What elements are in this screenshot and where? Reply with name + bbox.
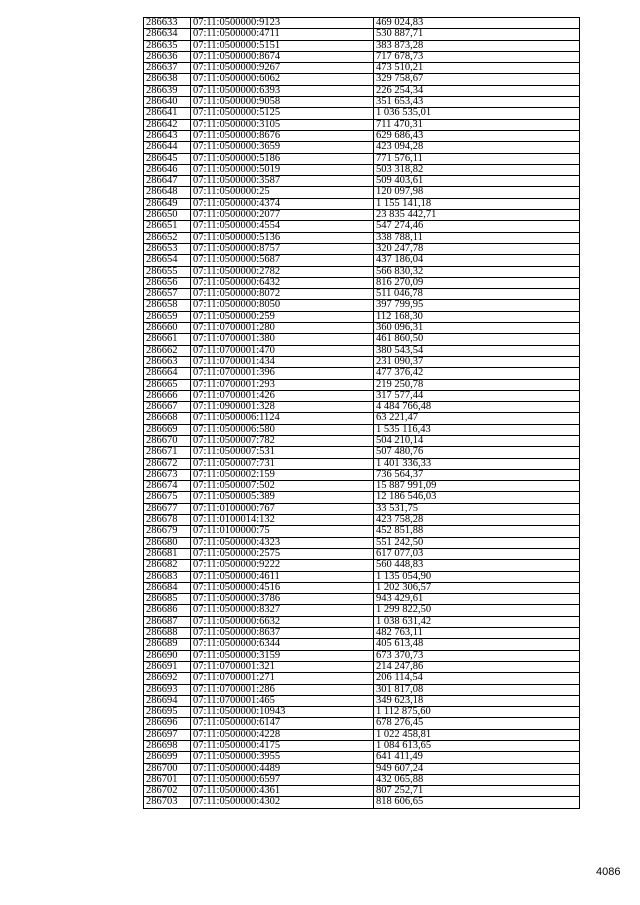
table-row xyxy=(144,661,580,672)
row-number-cell: 286657 xyxy=(144,289,191,300)
table-row xyxy=(144,707,580,718)
table-row xyxy=(144,741,580,752)
cadastral-number-cell: 07:11:0500000:2575 xyxy=(191,548,374,559)
cadastral-value-cell: 477 376,42 xyxy=(374,368,580,379)
row-number-cell: 286642 xyxy=(144,119,191,130)
cadastral-value-cell: 231 090,37 xyxy=(374,356,580,367)
table-row xyxy=(144,402,580,413)
row-number-cell: 286674 xyxy=(144,481,191,492)
cadastral-value-table xyxy=(143,17,580,809)
cadastral-value-cell: 380 543,54 xyxy=(374,345,580,356)
table-row xyxy=(144,323,580,334)
table-row xyxy=(144,492,580,503)
cadastral-number-cell: 07:11:0500000:8637 xyxy=(191,628,374,639)
table-row xyxy=(144,311,580,322)
table-row xyxy=(144,447,580,458)
table-row xyxy=(144,153,580,164)
cadastral-number-cell: 07:11:0500000:5151 xyxy=(191,40,374,51)
row-number-cell: 286682 xyxy=(144,560,191,571)
row-number-cell: 286678 xyxy=(144,515,191,526)
cadastral-number-cell: 07:11:0500000:259 xyxy=(191,311,374,322)
table-row xyxy=(144,198,580,209)
cadastral-number-cell: 07:11:0500000:5136 xyxy=(191,232,374,243)
cadastral-number-cell: 07:11:0500000:5019 xyxy=(191,164,374,175)
row-number-cell: 286641 xyxy=(144,108,191,119)
cadastral-value-cell: 641 411,49 xyxy=(374,752,580,763)
cadastral-number-cell: 07:11:0500006:1124 xyxy=(191,413,374,424)
table-row xyxy=(144,130,580,141)
row-number-cell: 286648 xyxy=(144,187,191,198)
cadastral-value-cell: 717 678,73 xyxy=(374,51,580,62)
row-number-cell: 286651 xyxy=(144,221,191,232)
row-number-cell: 286673 xyxy=(144,469,191,480)
table-row xyxy=(144,650,580,661)
cadastral-number-cell: 07:11:0700001:470 xyxy=(191,345,374,356)
cadastral-value-cell: 629 686,43 xyxy=(374,130,580,141)
table-row xyxy=(144,786,580,797)
cadastral-value-cell: 12 186 546,03 xyxy=(374,492,580,503)
row-number-cell: 286680 xyxy=(144,537,191,548)
cadastral-value-cell: 949 607,24 xyxy=(374,763,580,774)
cadastral-number-cell: 07:11:0500000:9058 xyxy=(191,97,374,108)
table-row xyxy=(144,289,580,300)
row-number-cell: 286683 xyxy=(144,571,191,582)
row-number-cell: 286649 xyxy=(144,198,191,209)
cadastral-value-cell: 547 274,46 xyxy=(374,221,580,232)
table-row xyxy=(144,424,580,435)
cadastral-value-cell: 1 112 875,60 xyxy=(374,707,580,718)
row-number-cell: 286687 xyxy=(144,616,191,627)
cadastral-value-cell: 206 114,54 xyxy=(374,673,580,684)
cadastral-value-cell: 473 510,21 xyxy=(374,63,580,74)
cadastral-number-cell: 07:11:0500000:4611 xyxy=(191,571,374,582)
table-row xyxy=(144,560,580,571)
row-number-cell: 286664 xyxy=(144,368,191,379)
row-number-cell: 286637 xyxy=(144,63,191,74)
row-number-cell: 286653 xyxy=(144,243,191,254)
cadastral-value-cell: 1 535 116,43 xyxy=(374,424,580,435)
cadastral-value-cell: 673 370,73 xyxy=(374,650,580,661)
cadastral-value-cell: 509 403,61 xyxy=(374,176,580,187)
cadastral-number-cell: 07:11:0700001:271 xyxy=(191,673,374,684)
table-row xyxy=(144,548,580,559)
table-row xyxy=(144,63,580,74)
row-number-cell: 286692 xyxy=(144,673,191,684)
cadastral-value-cell: 112 168,30 xyxy=(374,311,580,322)
cadastral-number-cell: 07:11:0500000:25 xyxy=(191,187,374,198)
row-number-cell: 286675 xyxy=(144,492,191,503)
row-number-cell: 286686 xyxy=(144,605,191,616)
row-number-cell: 286643 xyxy=(144,130,191,141)
cadastral-number-cell: 07:11:0500000:4323 xyxy=(191,537,374,548)
cadastral-value-cell: 1 155 141,18 xyxy=(374,198,580,209)
row-number-cell: 286684 xyxy=(144,582,191,593)
cadastral-number-cell: 07:11:0100000:767 xyxy=(191,503,374,514)
cadastral-number-cell: 07:11:0700001:286 xyxy=(191,684,374,695)
table-row xyxy=(144,277,580,288)
table-row xyxy=(144,526,580,537)
table-row xyxy=(144,673,580,684)
cadastral-number-cell: 07:11:0500000:8072 xyxy=(191,289,374,300)
cadastral-value-cell: 15 887 991,09 xyxy=(374,481,580,492)
cadastral-value-cell: 383 873,28 xyxy=(374,40,580,51)
cadastral-value-cell: 1 299 822,50 xyxy=(374,605,580,616)
cadastral-number-cell: 07:11:0500000:8674 xyxy=(191,51,374,62)
cadastral-number-cell: 07:11:0500000:3786 xyxy=(191,594,374,605)
row-number-cell: 286639 xyxy=(144,85,191,96)
table-body xyxy=(144,18,580,809)
cadastral-number-cell: 07:11:0700001:280 xyxy=(191,323,374,334)
cadastral-number-cell: 07:11:0500000:6632 xyxy=(191,616,374,627)
row-number-cell: 286663 xyxy=(144,356,191,367)
cadastral-value-cell: 452 851,88 xyxy=(374,526,580,537)
row-number-cell: 286672 xyxy=(144,458,191,469)
cadastral-number-cell: 07:11:0500007:531 xyxy=(191,447,374,458)
cadastral-number-cell: 07:11:0500000:4302 xyxy=(191,797,374,808)
row-number-cell: 286688 xyxy=(144,628,191,639)
row-number-cell: 286679 xyxy=(144,526,191,537)
cadastral-number-cell: 07:11:0500000:4489 xyxy=(191,763,374,774)
table-row xyxy=(144,74,580,85)
table-row xyxy=(144,108,580,119)
table-row xyxy=(144,390,580,401)
row-number-cell: 286702 xyxy=(144,786,191,797)
cadastral-value-cell: 818 606,65 xyxy=(374,797,580,808)
cadastral-number-cell: 07:11:0500000:8327 xyxy=(191,605,374,616)
table-row xyxy=(144,515,580,526)
cadastral-number-cell: 07:11:0500000:4711 xyxy=(191,29,374,40)
page-number: 4086 xyxy=(596,866,621,878)
row-number-cell: 286703 xyxy=(144,797,191,808)
table-row xyxy=(144,266,580,277)
cadastral-number-cell: 07:11:0500000:4175 xyxy=(191,741,374,752)
cadastral-number-cell: 07:11:0500000:6344 xyxy=(191,639,374,650)
cadastral-value-cell: 711 470,31 xyxy=(374,119,580,130)
cadastral-value-cell: 4 484 766,48 xyxy=(374,402,580,413)
cadastral-number-cell: 07:11:0500000:10943 xyxy=(191,707,374,718)
table-row xyxy=(144,255,580,266)
table-row xyxy=(144,582,580,593)
table-row xyxy=(144,85,580,96)
cadastral-value-cell: 678 276,45 xyxy=(374,718,580,729)
cadastral-number-cell: 07:11:0500006:580 xyxy=(191,424,374,435)
row-number-cell: 286661 xyxy=(144,334,191,345)
table-row xyxy=(144,469,580,480)
cadastral-number-cell: 07:11:0500000:9123 xyxy=(191,18,374,29)
table-row xyxy=(144,458,580,469)
table-row xyxy=(144,368,580,379)
cadastral-number-cell: 07:11:0500000:5687 xyxy=(191,255,374,266)
row-number-cell: 286645 xyxy=(144,153,191,164)
row-number-cell: 286685 xyxy=(144,594,191,605)
cadastral-value-cell: 214 247,86 xyxy=(374,661,580,672)
row-number-cell: 286695 xyxy=(144,707,191,718)
table-row xyxy=(144,18,580,29)
table-row xyxy=(144,481,580,492)
table-row xyxy=(144,752,580,763)
row-number-cell: 286693 xyxy=(144,684,191,695)
table-row xyxy=(144,142,580,153)
cadastral-value-cell: 511 046,78 xyxy=(374,289,580,300)
cadastral-number-cell: 07:11:0500000:6147 xyxy=(191,718,374,729)
row-number-cell: 286654 xyxy=(144,255,191,266)
table-row xyxy=(144,221,580,232)
cadastral-value-cell: 397 799,95 xyxy=(374,300,580,311)
row-number-cell: 286656 xyxy=(144,277,191,288)
cadastral-value-cell: 1 036 535,01 xyxy=(374,108,580,119)
cadastral-value-cell: 551 242,50 xyxy=(374,537,580,548)
cadastral-number-cell: 07:11:0500000:8050 xyxy=(191,300,374,311)
cadastral-number-cell: 07:11:0500007:502 xyxy=(191,481,374,492)
table-row xyxy=(144,119,580,130)
table-row xyxy=(144,176,580,187)
row-number-cell: 286700 xyxy=(144,763,191,774)
cadastral-number-cell: 07:11:0500007:782 xyxy=(191,435,374,446)
table-row xyxy=(144,503,580,514)
cadastral-value-cell: 507 480,76 xyxy=(374,447,580,458)
cadastral-value-cell: 461 860,50 xyxy=(374,334,580,345)
cadastral-number-cell: 07:11:0500000:9222 xyxy=(191,560,374,571)
cadastral-value-cell: 1 084 613,65 xyxy=(374,741,580,752)
cadastral-value-cell: 943 429,61 xyxy=(374,594,580,605)
cadastral-value-cell: 423 094,28 xyxy=(374,142,580,153)
cadastral-value-cell: 530 887,71 xyxy=(374,29,580,40)
row-number-cell: 286633 xyxy=(144,18,191,29)
table-row xyxy=(144,356,580,367)
table-row xyxy=(144,774,580,785)
cadastral-number-cell: 07:11:0500000:3587 xyxy=(191,176,374,187)
cadastral-value-cell: 349 623,18 xyxy=(374,695,580,706)
row-number-cell: 286667 xyxy=(144,402,191,413)
cadastral-value-cell: 1 202 306,57 xyxy=(374,582,580,593)
cadastral-value-cell: 437 186,04 xyxy=(374,255,580,266)
table-row xyxy=(144,763,580,774)
cadastral-value-cell: 1 038 631,42 xyxy=(374,616,580,627)
cadastral-value-cell: 807 252,71 xyxy=(374,786,580,797)
cadastral-value-cell: 360 096,31 xyxy=(374,323,580,334)
cadastral-number-cell: 07:11:0500000:4516 xyxy=(191,582,374,593)
row-number-cell: 286666 xyxy=(144,390,191,401)
table-row xyxy=(144,571,580,582)
cadastral-value-cell: 317 577,44 xyxy=(374,390,580,401)
table-row xyxy=(144,684,580,695)
table-row xyxy=(144,797,580,808)
table-row xyxy=(144,537,580,548)
cadastral-value-cell: 338 788,11 xyxy=(374,232,580,243)
cadastral-number-cell: 07:11:0500000:8676 xyxy=(191,130,374,141)
row-number-cell: 286670 xyxy=(144,435,191,446)
row-number-cell: 286671 xyxy=(144,447,191,458)
cadastral-number-cell: 07:11:0500000:8757 xyxy=(191,243,374,254)
row-number-cell: 286694 xyxy=(144,695,191,706)
table-row xyxy=(144,210,580,221)
table-row xyxy=(144,379,580,390)
cadastral-number-cell: 07:11:0500000:5125 xyxy=(191,108,374,119)
cadastral-number-cell: 07:11:0500000:3105 xyxy=(191,119,374,130)
cadastral-number-cell: 07:11:0500000:6393 xyxy=(191,85,374,96)
cadastral-number-cell: 07:11:0500000:6432 xyxy=(191,277,374,288)
row-number-cell: 286681 xyxy=(144,548,191,559)
table-row xyxy=(144,243,580,254)
cadastral-value-cell: 351 653,43 xyxy=(374,97,580,108)
cadastral-value-cell: 1 022 458,81 xyxy=(374,729,580,740)
row-number-cell: 286655 xyxy=(144,266,191,277)
cadastral-value-cell: 566 830,32 xyxy=(374,266,580,277)
row-number-cell: 286697 xyxy=(144,729,191,740)
row-number-cell: 286689 xyxy=(144,639,191,650)
cadastral-number-cell: 07:11:0500002:159 xyxy=(191,469,374,480)
table-row xyxy=(144,413,580,424)
cadastral-number-cell: 07:11:0500000:4228 xyxy=(191,729,374,740)
row-number-cell: 286650 xyxy=(144,210,191,221)
cadastral-number-cell: 07:11:0500000:4361 xyxy=(191,786,374,797)
cadastral-number-cell: 07:11:0500000:2782 xyxy=(191,266,374,277)
row-number-cell: 286669 xyxy=(144,424,191,435)
cadastral-number-cell: 07:11:0500000:3955 xyxy=(191,752,374,763)
cadastral-value-cell: 33 531,75 xyxy=(374,503,580,514)
row-number-cell: 286652 xyxy=(144,232,191,243)
cadastral-number-cell: 07:11:0500000:6597 xyxy=(191,774,374,785)
row-number-cell: 286698 xyxy=(144,741,191,752)
cadastral-value-cell: 219 250,78 xyxy=(374,379,580,390)
cadastral-value-cell: 63 221,47 xyxy=(374,413,580,424)
table-row xyxy=(144,51,580,62)
table-row xyxy=(144,40,580,51)
table-row xyxy=(144,300,580,311)
table-row xyxy=(144,616,580,627)
cadastral-number-cell: 07:11:0500000:9267 xyxy=(191,63,374,74)
row-number-cell: 286647 xyxy=(144,176,191,187)
table-row xyxy=(144,605,580,616)
cadastral-number-cell: 07:11:0700001:321 xyxy=(191,661,374,672)
cadastral-number-cell: 07:11:0700001:396 xyxy=(191,368,374,379)
table-row xyxy=(144,29,580,40)
row-number-cell: 286660 xyxy=(144,323,191,334)
row-number-cell: 286634 xyxy=(144,29,191,40)
table-row xyxy=(144,594,580,605)
cadastral-value-cell: 405 613,48 xyxy=(374,639,580,650)
cadastral-number-cell: 07:11:0900001:328 xyxy=(191,402,374,413)
cadastral-number-cell: 07:11:0500000:5186 xyxy=(191,153,374,164)
cadastral-number-cell: 07:11:0500000:3159 xyxy=(191,650,374,661)
cadastral-value-cell: 329 758,67 xyxy=(374,74,580,85)
row-number-cell: 286690 xyxy=(144,650,191,661)
cadastral-number-cell: 07:11:0500007:731 xyxy=(191,458,374,469)
cadastral-value-cell: 120 097,98 xyxy=(374,187,580,198)
cadastral-value-cell: 1 401 336,33 xyxy=(374,458,580,469)
cadastral-number-cell: 07:11:0500000:4374 xyxy=(191,198,374,209)
row-number-cell: 286668 xyxy=(144,413,191,424)
row-number-cell: 286646 xyxy=(144,164,191,175)
cadastral-number-cell: 07:11:0700001:380 xyxy=(191,334,374,345)
row-number-cell: 286636 xyxy=(144,51,191,62)
cadastral-value-cell: 469 024,83 xyxy=(374,18,580,29)
table-row xyxy=(144,334,580,345)
cadastral-number-cell: 07:11:0500000:4554 xyxy=(191,221,374,232)
row-number-cell: 286691 xyxy=(144,661,191,672)
cadastral-number-cell: 07:11:0700001:426 xyxy=(191,390,374,401)
table-row xyxy=(144,695,580,706)
cadastral-value-cell: 432 065,88 xyxy=(374,774,580,785)
cadastral-number-cell: 07:11:0700001:293 xyxy=(191,379,374,390)
table-row xyxy=(144,435,580,446)
table-row xyxy=(144,232,580,243)
row-number-cell: 286635 xyxy=(144,40,191,51)
cadastral-number-cell: 07:11:0500000:6062 xyxy=(191,74,374,85)
table-row xyxy=(144,729,580,740)
cadastral-value-cell: 560 448,83 xyxy=(374,560,580,571)
cadastral-number-cell: 07:11:0500000:3659 xyxy=(191,142,374,153)
table-row xyxy=(144,187,580,198)
table-row xyxy=(144,628,580,639)
row-number-cell: 286640 xyxy=(144,97,191,108)
cadastral-number-cell: 07:11:0100014:132 xyxy=(191,515,374,526)
cadastral-value-cell: 736 564,37 xyxy=(374,469,580,480)
cadastral-value-cell: 301 817,08 xyxy=(374,684,580,695)
table-row xyxy=(144,639,580,650)
cadastral-value-cell: 423 758,28 xyxy=(374,515,580,526)
table-row xyxy=(144,97,580,108)
cadastral-value-cell: 503 318,82 xyxy=(374,164,580,175)
cadastral-number-cell: 07:11:0500005:389 xyxy=(191,492,374,503)
row-number-cell: 286696 xyxy=(144,718,191,729)
row-number-cell: 286677 xyxy=(144,503,191,514)
cadastral-number-cell: 07:11:0700001:465 xyxy=(191,695,374,706)
row-number-cell: 286699 xyxy=(144,752,191,763)
cadastral-number-cell: 07:11:0700001:434 xyxy=(191,356,374,367)
table-row xyxy=(144,718,580,729)
cadastral-value-cell: 504 210,14 xyxy=(374,435,580,446)
row-number-cell: 286701 xyxy=(144,774,191,785)
cadastral-value-cell: 771 576,11 xyxy=(374,153,580,164)
cadastral-number-cell: 07:11:0100000:75 xyxy=(191,526,374,537)
row-number-cell: 286659 xyxy=(144,311,191,322)
row-number-cell: 286662 xyxy=(144,345,191,356)
row-number-cell: 286665 xyxy=(144,379,191,390)
cadastral-value-cell: 482 763,11 xyxy=(374,628,580,639)
row-number-cell: 286638 xyxy=(144,74,191,85)
cadastral-value-cell: 23 835 442,71 xyxy=(374,210,580,221)
table-row xyxy=(144,345,580,356)
cadastral-number-cell: 07:11:0500000:2077 xyxy=(191,210,374,221)
table-row xyxy=(144,164,580,175)
cadastral-value-cell: 617 077,03 xyxy=(374,548,580,559)
cadastral-value-cell: 320 247,78 xyxy=(374,243,580,254)
cadastral-value-cell: 816 270,09 xyxy=(374,277,580,288)
row-number-cell: 286644 xyxy=(144,142,191,153)
row-number-cell: 286658 xyxy=(144,300,191,311)
cadastral-value-cell: 226 254,34 xyxy=(374,85,580,96)
cadastral-value-cell: 1 135 054,90 xyxy=(374,571,580,582)
